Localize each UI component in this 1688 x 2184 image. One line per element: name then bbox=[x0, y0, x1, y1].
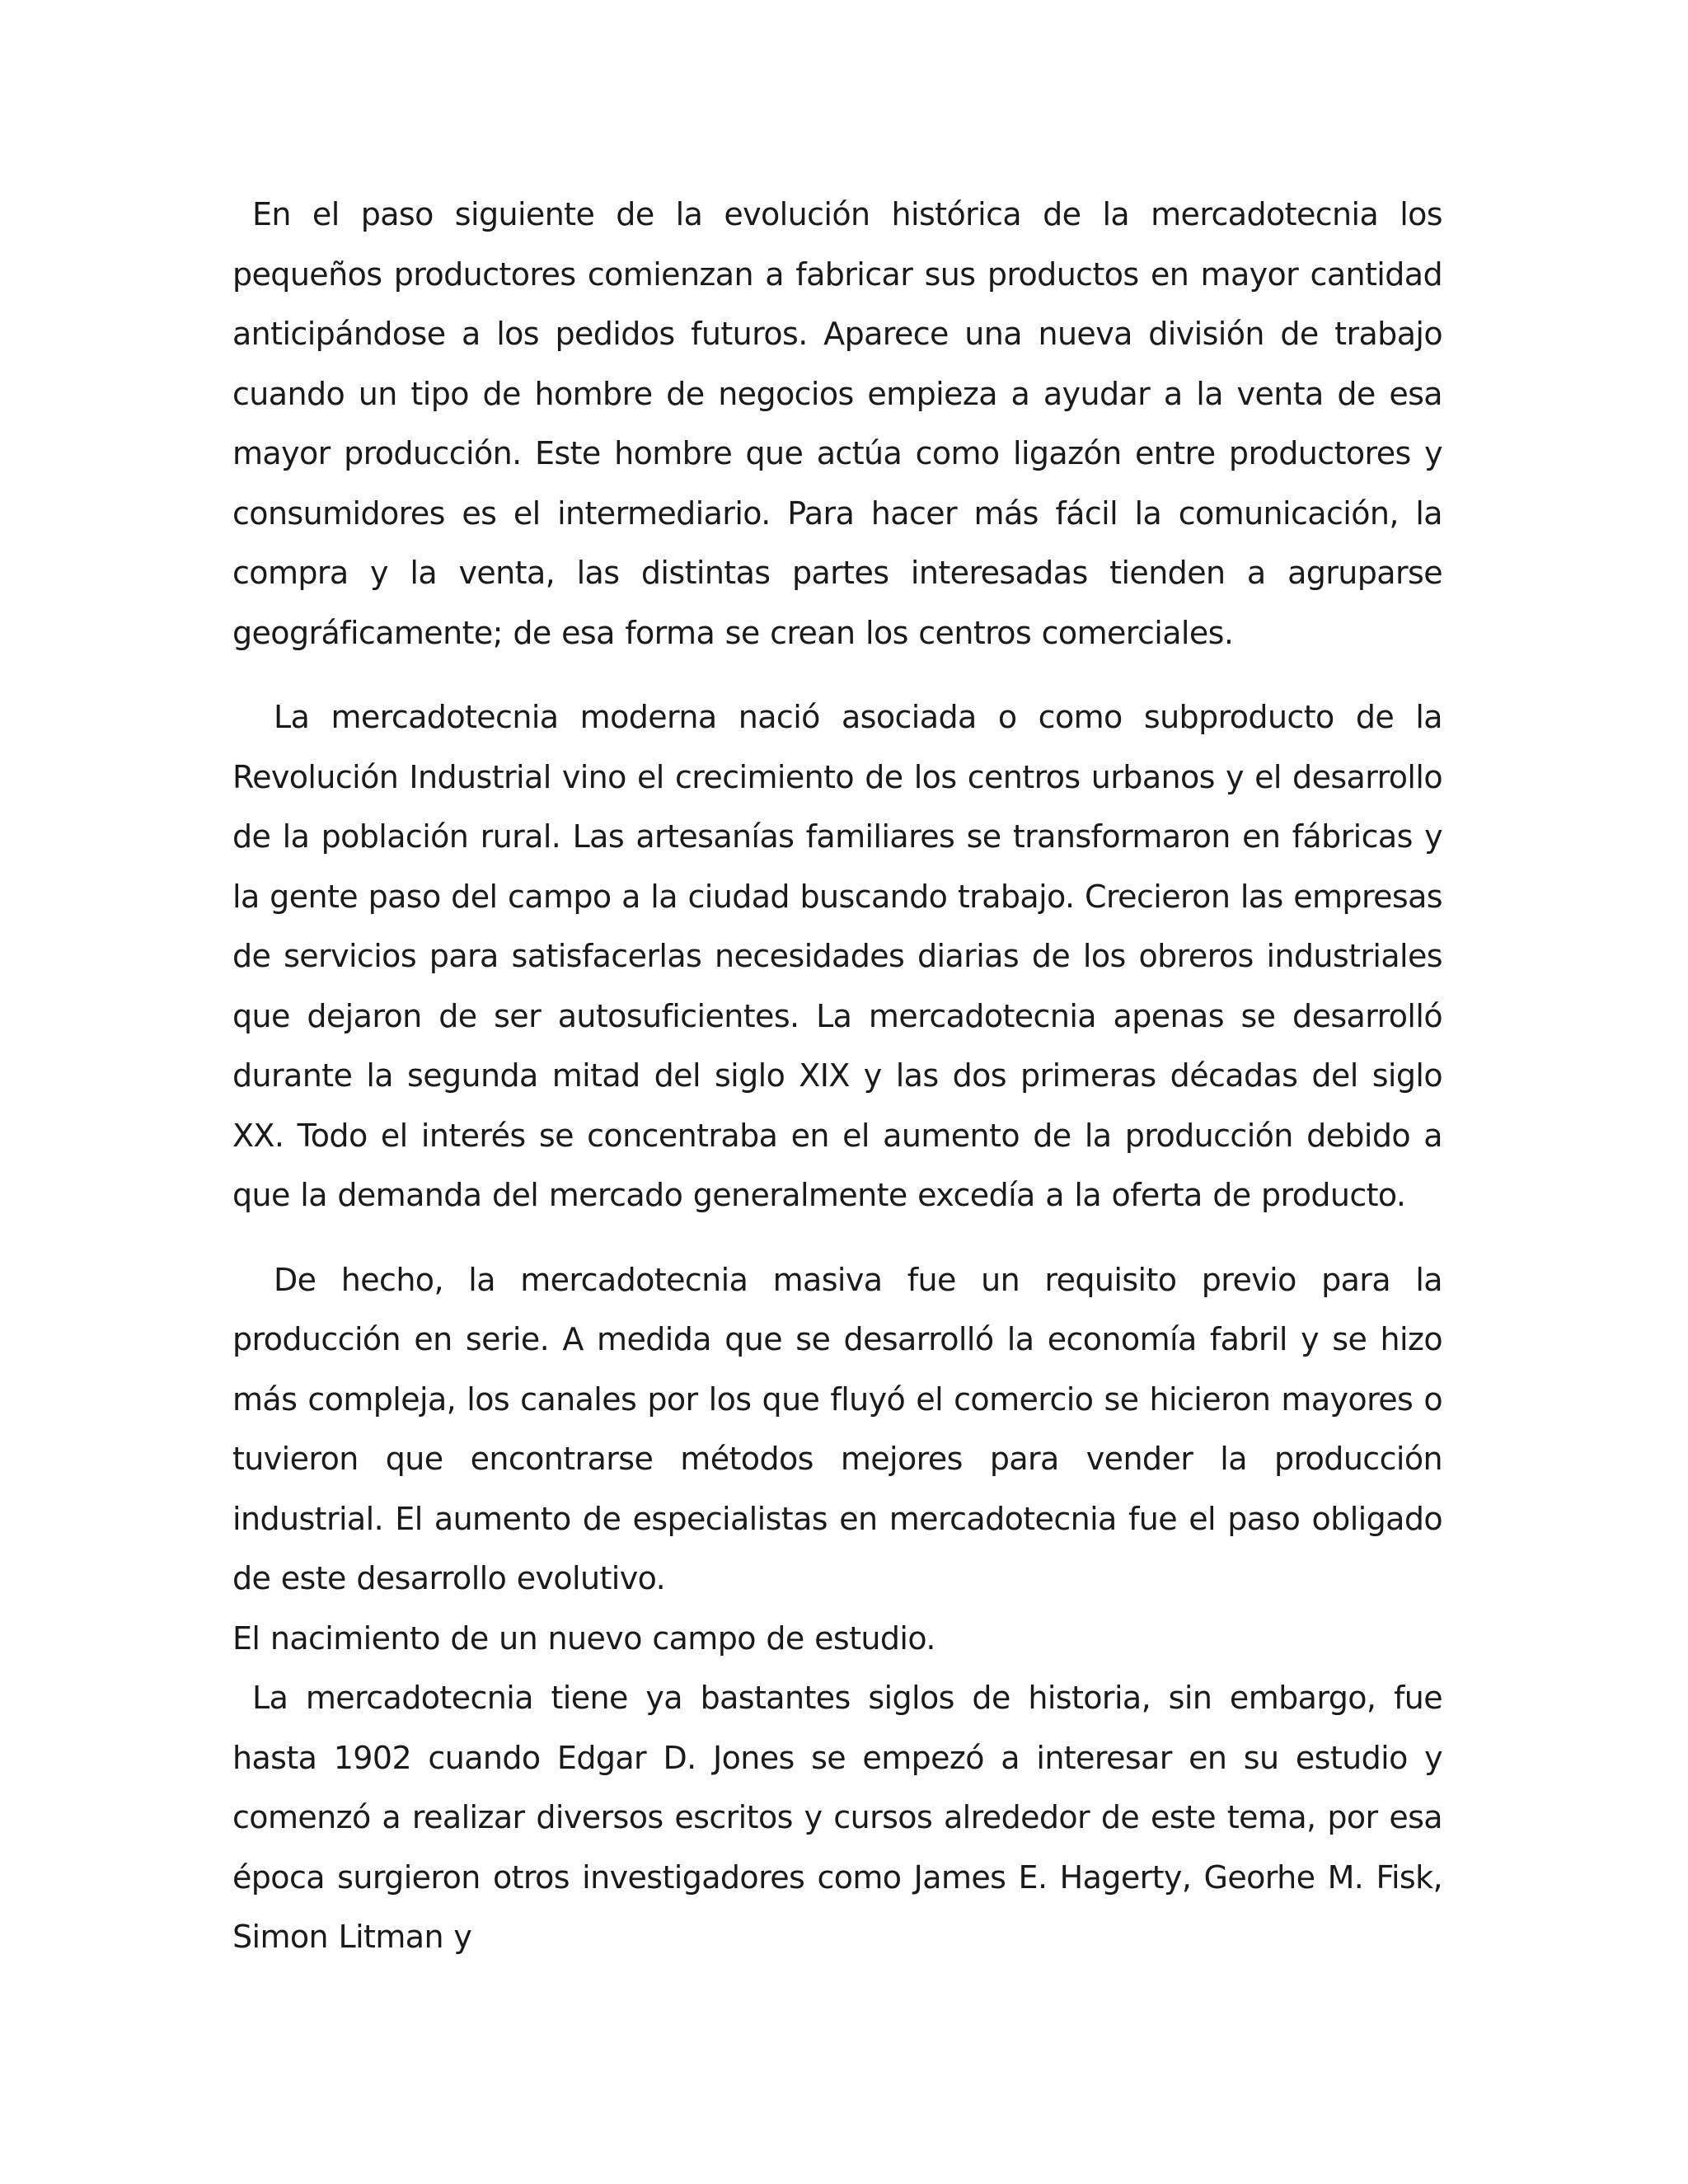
paragraph-nuevo-campo: La mercadotecnia tiene ya bastantes siglos de historia, sin embargo, fue hasta 1902 cuando Edgar D. Jones se empezó a interesar en su estudio y comenzó a realizar diversos escritos y cursos alrededor de este tema, por esa época surgieron otros investigadores como James E. Hagerty, Georhe M. Fisk, Simon Litman y bbox=[232, 1680, 1442, 1955]
paragraph-mercadotecnia-masiva: De hecho, la mercadotecnia masiva fue un requisito previo para la producción en serie. A medida que se desarrolló la economía fabril y se hizo más compleja, los canales por los que fluyó el comercio se hicieron mayores o tuvieron que encontrarse métodos mejores para vender la producción industrial. El aumento de especialistas en mercadotecnia fue el paso obligado de este desarrollo evolutivo. bbox=[232, 1261, 1442, 1596]
document-body bbox=[232, 185, 1442, 1967]
section-heading: El nacimiento de un nuevo campo de estudio. bbox=[232, 1619, 935, 1657]
paragraph-intermediario: En el paso siguiente de la evolución histórica de la mercadotecnia los pequeños productores comienzan a fabricar sus productos en mayor cantidad anticipándose a los pedidos futuros. Aparece una nueva división de trabajo cuando un tipo de hombre de negocios empieza a ayudar a la venta de esa mayor producción. Este hombre que actúa como ligazón entre productores y consumidores es el intermediario. Para hacer más fácil la comunicación, la compra y la venta, las distintas partes interesadas tienden a agruparse geográficamente; de esa forma se crean los centros comerciales. bbox=[232, 196, 1442, 651]
paragraph-revolucion-industrial: La mercadotecnia moderna nació asociada o como subproducto de la Revolución Industrial vino el crecimiento de los centros urbanos y el desarrollo de la población rural. Las artesanías familiares se transformaron en fábricas y la gente paso del campo a la ciudad buscando trabajo. Crecieron las empresas de servicios para satisfacerlas necesidades diarias de los obreros industriales que dejaron de ser autosuficientes. La mercadotecnia apenas se desarrolló durante la segunda mitad del siglo XIX y las dos primeras décadas del siglo XX. Todo el interés se concentraba en el aumento de la producción debido a que la demanda del mercado generalmente excedía a la oferta de producto. bbox=[232, 699, 1442, 1213]
